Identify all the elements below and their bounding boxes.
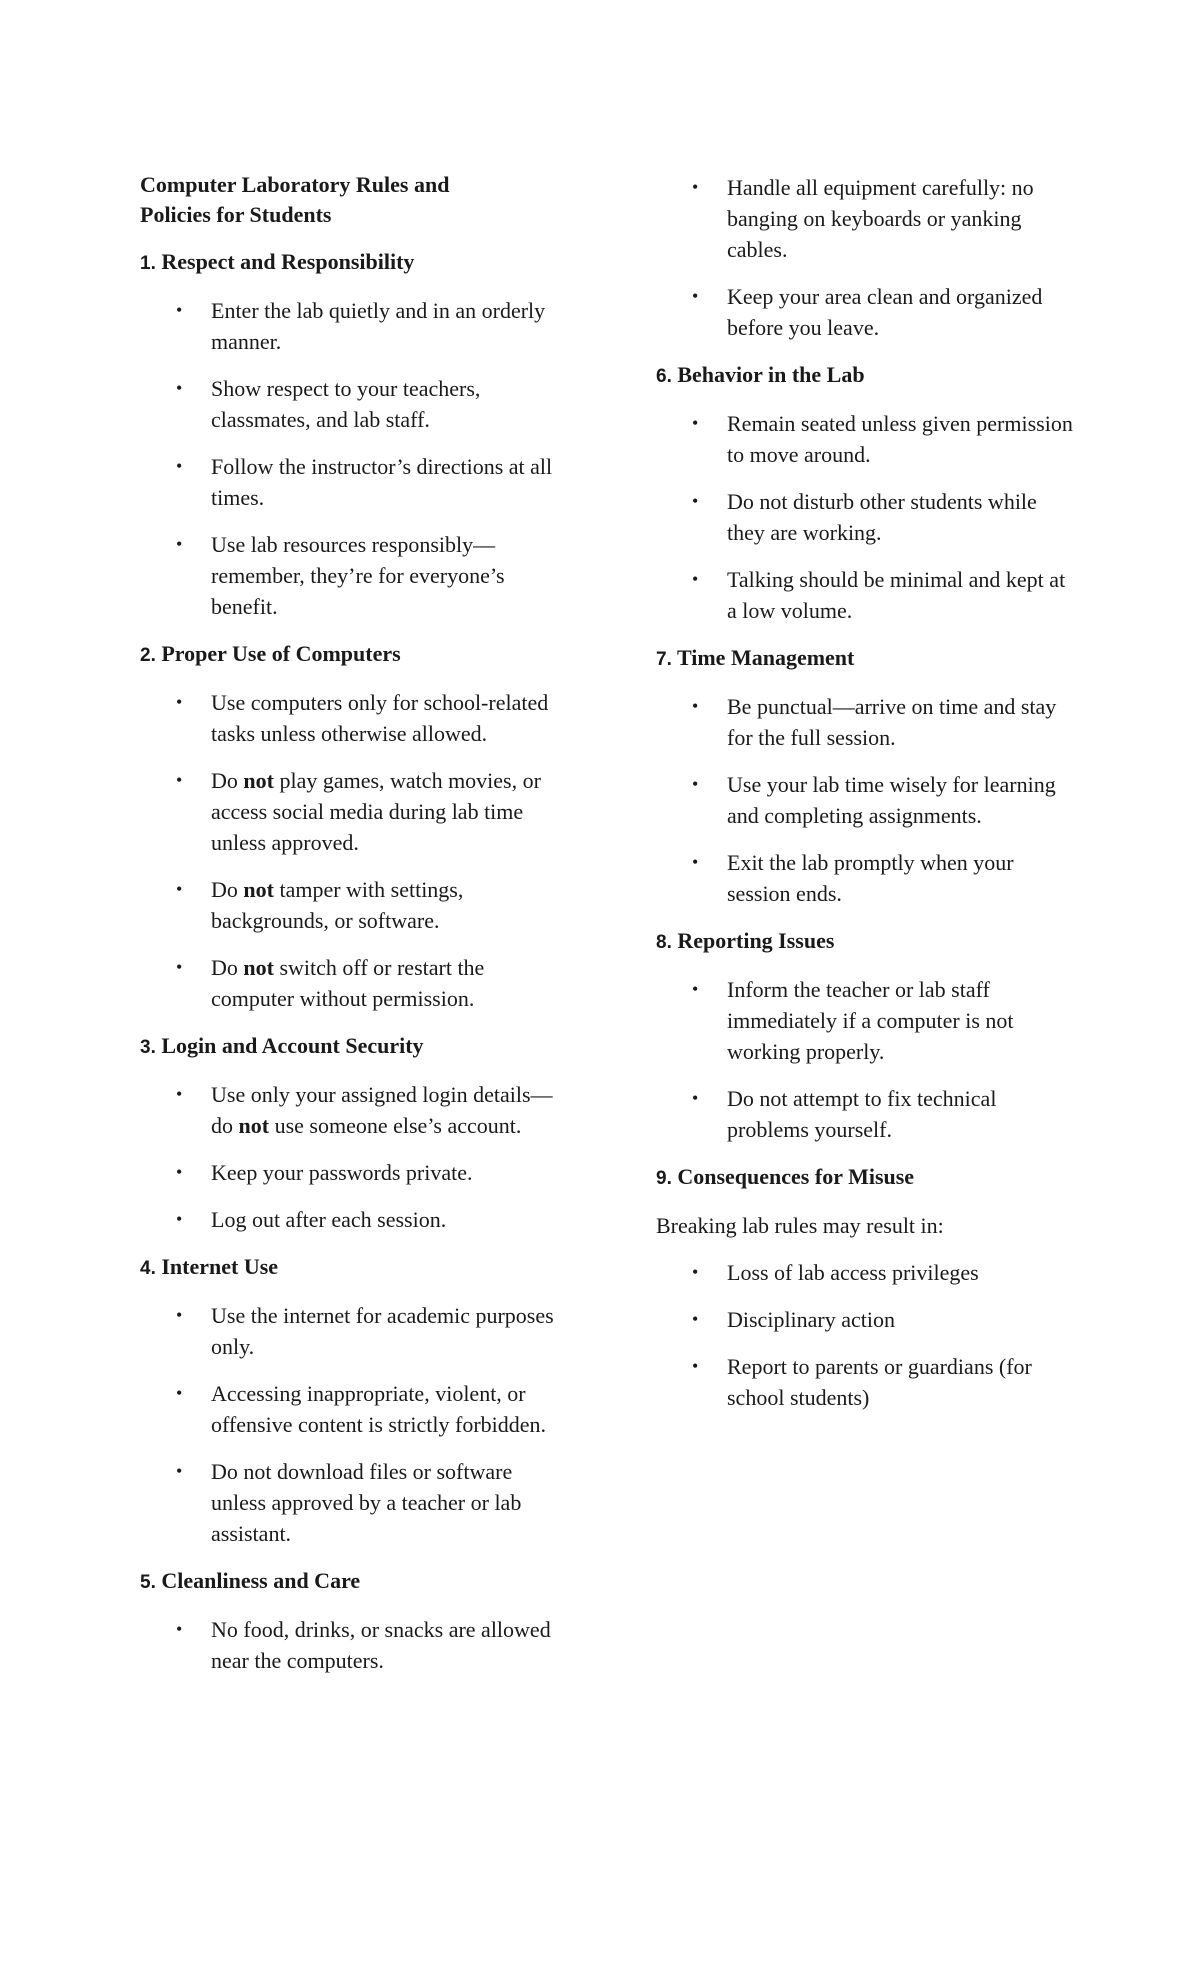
rule-item (656, 1083, 1076, 1145)
rule-item (140, 687, 560, 749)
section-heading (656, 642, 1076, 675)
rule-text: Exit the lab promptly when your session ends. (727, 850, 1014, 906)
bullet-icon: • (692, 413, 699, 433)
section-number: 3. (140, 1037, 156, 1058)
bullet-icon: • (176, 1619, 183, 1639)
rule-item (656, 564, 1076, 626)
emphasis-text: not (243, 877, 274, 902)
rule-list (140, 1300, 560, 1549)
bullet-icon: • (176, 957, 183, 977)
rule-item (140, 451, 560, 513)
section-title: Cleanliness and Care (161, 1568, 361, 1593)
section-consequences (656, 1161, 1076, 1413)
rule-list (140, 1079, 560, 1235)
rule-text: Keep your area clean and organized before you leave. (727, 284, 1043, 340)
rule-item (140, 373, 560, 435)
right-column (656, 172, 1076, 1429)
rule-item (140, 1300, 560, 1362)
bullet-icon: • (692, 1309, 699, 1329)
rule-item (140, 1378, 560, 1440)
rule-list (656, 1257, 1076, 1413)
section-number: 6. (656, 366, 672, 387)
rule-item (140, 1157, 560, 1188)
section-heading (140, 246, 560, 279)
bullet-icon: • (176, 1084, 183, 1104)
section-number: 9. (656, 1168, 672, 1189)
rule-text: Do not download files or software unless approved by a teacher or lab assistant. (211, 1459, 522, 1546)
rule-text: Do (211, 877, 244, 902)
rule-list (656, 691, 1076, 909)
rule-text: Show respect to your teachers, classmates, and lab staff. (211, 376, 481, 432)
section-number: 2. (140, 645, 156, 666)
section-title: Consequences for Misuse (677, 1164, 915, 1189)
bullet-icon: • (176, 378, 183, 398)
document-title (140, 170, 560, 230)
rule-text: Accessing inappropriate, violent, or offensive content is strictly forbidden. (211, 1381, 547, 1437)
section-reporting-issues (656, 925, 1076, 1145)
section-internet-use (140, 1251, 560, 1549)
left-column (140, 170, 560, 1692)
rule-text: Do (211, 768, 244, 793)
rule-item (140, 295, 560, 357)
rule-text: Use only your assigned login details—do (211, 1082, 553, 1138)
rule-text: use someone else’s account. (269, 1113, 522, 1138)
bullet-icon: • (176, 1383, 183, 1403)
rule-item (140, 1614, 560, 1676)
rule-text: Do (211, 955, 244, 980)
section-number: 4. (140, 1258, 156, 1279)
section-title: Reporting Issues (677, 928, 835, 953)
bullet-icon: • (692, 569, 699, 589)
section-heading (656, 925, 1076, 958)
bullet-icon: • (176, 1305, 183, 1325)
rule-item (656, 281, 1076, 343)
consequences-intro: Breaking lab rules may result in: (656, 1213, 944, 1238)
rule-item (140, 1456, 560, 1549)
rule-text: Remain seated unless given permission to move around. (727, 411, 1073, 467)
document-title-line-1: Computer Laboratory Rules and (140, 172, 450, 197)
section-behavior (656, 359, 1076, 626)
emphasis-text: not (238, 1113, 270, 1138)
rule-list (140, 295, 560, 622)
section-heading (140, 1565, 560, 1598)
rule-item (140, 765, 560, 858)
bullet-icon: • (692, 177, 699, 197)
rule-item (656, 486, 1076, 548)
rule-item (140, 1204, 560, 1235)
rule-text: Loss of lab access privileges (727, 1260, 979, 1285)
bullet-icon: • (176, 770, 183, 790)
rule-item (656, 691, 1076, 753)
rule-item (140, 529, 560, 622)
section-number: 5. (140, 1572, 156, 1593)
rule-text: Handle all equipment carefully: no banging on keyboards or yanking cables. (727, 175, 1034, 262)
section-title: Login and Account Security (161, 1033, 424, 1058)
section-title: Time Management (676, 645, 855, 670)
rule-list (140, 687, 560, 1014)
bullet-icon: • (176, 1209, 183, 1229)
bullet-icon: • (176, 300, 183, 320)
rule-list-continued (656, 172, 1076, 343)
rule-item (656, 172, 1076, 265)
emphasis-text: not (243, 768, 274, 793)
rule-text: Use the internet for academic purposes only. (211, 1303, 554, 1359)
section-number: 8. (656, 932, 672, 953)
section-heading (656, 1161, 1076, 1194)
rule-text: play games, watch movies, or access social media during lab time unless approved. (211, 768, 541, 855)
rule-text: Use lab resources responsibly—remember, they’re for everyone’s benefit. (211, 532, 505, 619)
bullet-icon: • (176, 879, 183, 899)
rule-item (656, 1304, 1076, 1335)
rule-text: Report to parents or guardians (for school students) (727, 1354, 1032, 1410)
rule-text: Do not disturb other students while they are working. (727, 489, 1037, 545)
rule-text: No food, drinks, or snacks are allowed near the computers. (211, 1617, 551, 1673)
rule-text: Disciplinary action (727, 1307, 896, 1332)
rule-list (656, 974, 1076, 1145)
rule-text: Keep your passwords private. (211, 1160, 473, 1185)
section-title: Respect and Responsibility (161, 249, 415, 274)
rule-item (656, 1257, 1076, 1288)
section-heading (656, 359, 1076, 392)
rule-text: Be punctual—arrive on time and stay for the full session. (727, 694, 1057, 750)
rule-item (656, 1351, 1076, 1413)
section-respect (140, 246, 560, 622)
rule-item (656, 847, 1076, 909)
rule-text: Do not attempt to fix technical problems yourself. (727, 1086, 997, 1142)
rule-list (140, 1614, 560, 1676)
section-heading (140, 1251, 560, 1284)
section-title: Proper Use of Computers (161, 641, 401, 666)
bullet-icon: • (692, 286, 699, 306)
bullet-icon: • (692, 696, 699, 716)
bullet-icon: • (176, 534, 183, 554)
rule-item (656, 408, 1076, 470)
bullet-icon: • (176, 1461, 183, 1481)
rule-text: Talking should be minimal and kept at a low volume. (727, 567, 1066, 623)
bullet-icon: • (692, 1262, 699, 1282)
rule-list (656, 408, 1076, 626)
rule-text: tamper with settings, backgrounds, or software. (211, 877, 464, 933)
bullet-icon: • (692, 491, 699, 511)
section-heading (140, 638, 560, 671)
bullet-icon: • (692, 1088, 699, 1108)
emphasis-text: not (243, 955, 274, 980)
bullet-icon: • (176, 456, 183, 476)
bullet-icon: • (692, 774, 699, 794)
section-heading (140, 1030, 560, 1063)
rule-item (140, 874, 560, 936)
rule-text: Inform the teacher or lab staff immediately if a computer is not working properly. (727, 977, 1014, 1064)
rule-item (656, 974, 1076, 1067)
section-number: 1. (140, 253, 156, 274)
rule-text: switch off or restart the computer without permission. (211, 955, 485, 1011)
section-proper-use (140, 638, 560, 1014)
section-title: Behavior in the Lab (677, 362, 865, 387)
section-number: 7. (656, 649, 672, 670)
bullet-icon: • (692, 1356, 699, 1376)
rule-text: Follow the instructor’s directions at all times. (211, 454, 553, 510)
rule-item (656, 769, 1076, 831)
rule-text: Log out after each session. (211, 1207, 447, 1232)
bullet-icon: • (692, 852, 699, 872)
rule-item (140, 952, 560, 1014)
rule-text: Use your lab time wisely for learning and completing assignments. (727, 772, 1056, 828)
rule-item (140, 1079, 560, 1141)
section-title: Internet Use (161, 1254, 279, 1279)
rule-text: Use computers only for school-related tasks unless otherwise allowed. (211, 690, 549, 746)
section-time-management (656, 642, 1076, 909)
document-title-line-2: Policies for Students (140, 202, 332, 227)
section-login-security (140, 1030, 560, 1235)
bullet-icon: • (176, 692, 183, 712)
rule-text: Enter the lab quietly and in an orderly manner. (211, 298, 546, 354)
section-cleanliness (140, 1565, 560, 1676)
bullet-icon: • (692, 979, 699, 999)
bullet-icon: • (176, 1162, 183, 1182)
